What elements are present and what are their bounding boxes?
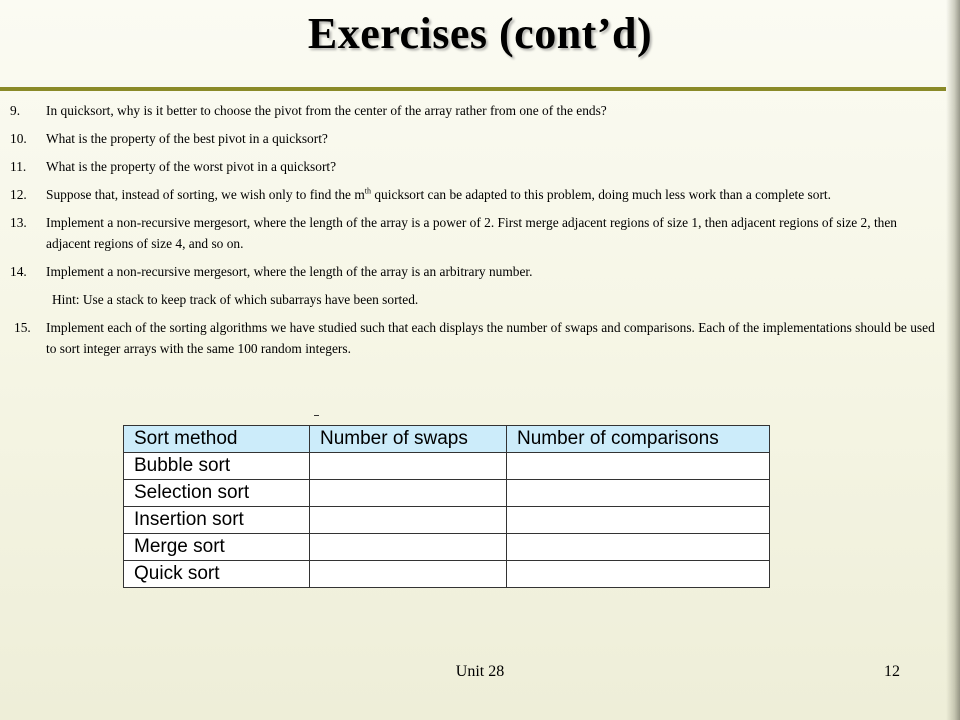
exercise-item-14 <box>0 261 940 282</box>
cell-swaps <box>310 534 507 561</box>
cell-comparisons <box>507 534 770 561</box>
cell-swaps <box>310 561 507 588</box>
exercise-number: 15. <box>14 320 31 335</box>
exercise-number: 12. <box>10 187 27 202</box>
exercise-text-part: Suppose that, instead of sorting, we wish only to find the m <box>46 187 365 202</box>
table-header-row <box>124 426 770 453</box>
exercise-text: What is the property of the worst pivot in a quicksort? <box>46 159 337 174</box>
sort-comparison-table <box>123 425 770 588</box>
decorative-dash <box>314 415 319 416</box>
exercise-number: 9. <box>10 103 21 118</box>
exercise-text: In quicksort, why is it better to choose the pivot from the center of the array rather from one of the ends? <box>46 103 607 118</box>
table-row <box>124 507 770 534</box>
cell-sort-method: Insertion sort <box>124 507 310 534</box>
cell-sort-method: Merge sort <box>124 534 310 561</box>
footer-page-number: 12 <box>884 663 900 680</box>
table-row <box>124 453 770 480</box>
exercise-number: 13. <box>10 215 27 230</box>
cell-comparisons <box>507 480 770 507</box>
exercise-number: 11. <box>10 159 27 174</box>
exercise-item-13 <box>0 212 940 254</box>
exercise-item-15 <box>0 317 940 359</box>
exercise-text <box>46 187 831 202</box>
footer-unit-label: Unit 28 <box>455 663 505 680</box>
cell-comparisons <box>507 453 770 480</box>
header-sort-method: Sort method <box>124 426 310 453</box>
cell-swaps <box>310 480 507 507</box>
cell-swaps <box>310 507 507 534</box>
superscript: th <box>364 186 371 196</box>
header-number-of-comparisons: Number of comparisons <box>507 426 770 453</box>
exercise-number: 10. <box>10 131 27 146</box>
header-number-of-swaps: Number of swaps <box>310 426 507 453</box>
exercise-list <box>0 100 940 366</box>
exercise-text: Implement a non-recursive mergesort, where the length of the array is a power of 2. First merge adjacent regions of size 1, then adjacent regions of size 2, then adjacent regions of size 4, and so on. <box>46 215 898 251</box>
cell-sort-method: Selection sort <box>124 480 310 507</box>
exercise-text: What is the property of the best pivot in a quicksort? <box>46 131 328 146</box>
exercise-item-12 <box>0 184 940 205</box>
cell-comparisons <box>507 561 770 588</box>
table-row <box>124 480 770 507</box>
cell-sort-method: Bubble sort <box>124 453 310 480</box>
exercise-text-part: quicksort can be adapted to this problem, doing much less work than a complete sort. <box>370 187 831 202</box>
cell-swaps <box>310 453 507 480</box>
slide-title: Exercises (cont’d) <box>307 9 653 58</box>
exercise-text: Implement a non-recursive mergesort, where the length of the array is an arbitrary number. <box>46 264 533 279</box>
table-row <box>124 561 770 588</box>
table-row <box>124 534 770 561</box>
exercise-item-10 <box>0 128 940 149</box>
exercise-number: 14. <box>10 264 27 279</box>
exercise-item-9 <box>0 100 940 121</box>
exercise-item-11 <box>0 156 940 177</box>
hint-text: Hint: Use a stack to keep track of which subarrays have been sorted. <box>52 292 419 307</box>
slide-edge-shadow <box>946 0 960 720</box>
cell-comparisons <box>507 507 770 534</box>
exercise-text: Implement each of the sorting algorithms we have studied such that each displays the number of swaps and comparisons. Each of the implementations should be used to sort integer arrays with the same 100 random integers. <box>46 320 935 356</box>
cell-sort-method: Quick sort <box>124 561 310 588</box>
exercise-hint <box>0 289 940 310</box>
title-underline <box>0 87 946 91</box>
